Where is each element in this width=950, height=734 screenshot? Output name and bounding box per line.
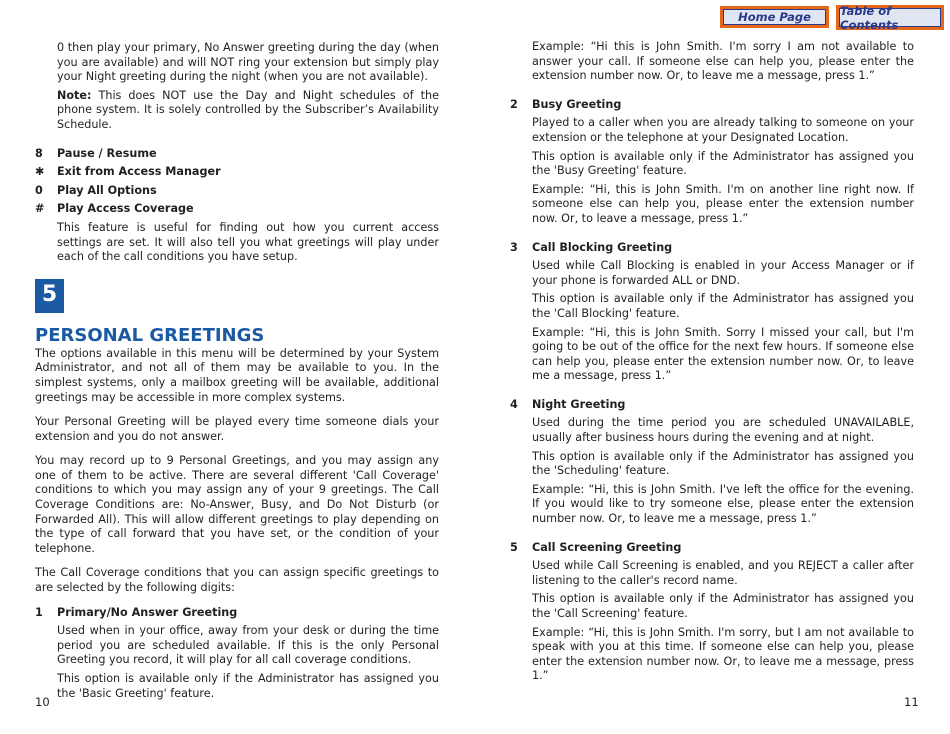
body-paragraph: The options available in this menu will be determined by your System Administrator, and not all of them may be available to you. In the simplest systems, only a mailbox greeting will be available, additional greetings may be accessible in more complex systems.	[35, 346, 439, 404]
greeting-example: Example: “Hi this is John Smith. I'm sorry I am not available to answer your call. If someone else can help you, please enter the extension number now. Or, to leave me a message, press 1.”	[532, 40, 914, 83]
greeting-heading	[510, 98, 914, 113]
greeting-option-note: This option is available only if the Administrator has assigned you the 'Call Screening' feature.	[532, 592, 914, 620]
greeting-option-note: This option is available only if the Administrator has assigned you the 'Scheduling' feature.	[532, 449, 914, 478]
greeting-option-note: This option is available only if the Administrator has assigned you the 'Call Blocking' feature.	[532, 292, 914, 320]
greeting-example: Example: “Hi, this is John Smith. I'm sorry, but I am not available to speak with you at this time. If someone else can help you, please enter the extension number now. Or, to leave me a message, press 1.”	[532, 625, 914, 683]
greeting-number: 4	[510, 397, 518, 411]
note-label: Note:	[57, 88, 92, 102]
menu-item-pause	[35, 147, 439, 162]
left-column	[35, 41, 439, 705]
greeting-number: 3	[510, 240, 518, 254]
greeting-number: 1	[35, 605, 43, 619]
note-paragraph	[57, 89, 439, 133]
menu-item-label: Exit from Access Manager	[57, 165, 221, 179]
section-number-badge: 5	[35, 279, 64, 313]
body-paragraph: You may record up to 9 Personal Greetings, and you may assign any one of them to be active. There are several different 'Call Coverage' conditions to which you may assign any of your 9 greetings. The Call Coverage Conditions are: No-Answer, Busy, and Do Not Disturb (or Forwarded All). This will allow different greetings to play depending on the type of call forward that you have set, or the condition of your telephone.	[35, 454, 439, 555]
greeting-description: Used when in your office, away from your desk or during the time period you are scheduled available. If this is the only Personal Greeting you record, it will play for all call coverage conditions.	[57, 624, 439, 667]
menu-item-label: Play Access Coverage	[57, 202, 194, 216]
greeting-description: Used during the time period you are scheduled UNAVAILABLE, usually after business hours during the evening and at night.	[532, 416, 914, 445]
note-text: This does NOT use the Day and Night schedules of the phone system. It is solely controlled by the Subscriber’s Availability Schedule.	[57, 88, 439, 131]
menu-item-label: Play All Options	[57, 183, 157, 197]
intro-paragraph: 0 then play your primary, No Answer greeting during the day (when you are available) and will NOT ring your extension but simply play your Night greeting during the night (when you are not available).	[57, 41, 439, 84]
menu-item-label: Pause / Resume	[57, 146, 157, 160]
menu-item-play-all	[35, 184, 439, 199]
page-number: 11	[904, 695, 919, 709]
greeting-example: Example: “Hi, this is John Smith. I've left the office for the evening. If you would like to try someone else, please enter the extension number now. Or, to leave me a message, press 1.”	[532, 482, 914, 526]
greeting-example: Example: “Hi, this is John Smith. Sorry I missed your call, but I'm going to be out of the office for the next few hours. If someone else can help you, please enter the extension number now. Or, to leave me a message, press 1.”	[532, 325, 914, 383]
body-paragraph: The Call Coverage conditions that you can assign specific greetings to are selected by the following digits:	[35, 566, 439, 595]
page-number: 10	[35, 695, 50, 709]
menu-item-number: 8	[35, 146, 43, 160]
table-of-contents-button-label[interactable]: Table of Contents	[839, 8, 941, 27]
menu-item-number: #	[35, 202, 45, 216]
greeting-heading	[35, 606, 439, 621]
menu-item-number: ✱	[35, 165, 45, 179]
body-paragraph: Your Personal Greeting will be played every time someone dials your extension and you do not answer.	[35, 415, 439, 443]
greeting-label: Primary/No Answer Greeting	[57, 605, 238, 619]
greeting-description: Used while Call Blocking is enabled in your Access Manager or if your phone is forwarded ALL or DND.	[532, 259, 914, 287]
greeting-label: Busy Greeting	[532, 97, 622, 111]
greeting-label: Night Greeting	[532, 397, 626, 411]
menu-item-number: 0	[35, 183, 43, 197]
greeting-example: Example: “Hi, this is John Smith. I'm on another line right now. If someone else can help you, please enter the extension number now. Or, to leave a message, press 1.”	[532, 182, 914, 225]
greeting-description: Played to a caller when you are already talking to someone on your extension or the telephone at your Designated Location.	[532, 116, 914, 144]
greeting-label: Call Screening Greeting	[532, 540, 682, 554]
greeting-description: Used while Call Screening is enabled, and you REJECT a caller after listening to the caller's record name.	[532, 559, 914, 587]
greeting-heading	[510, 398, 914, 413]
greeting-number: 2	[510, 97, 518, 111]
greeting-option-note: This option is available only if the Administrator has assigned you the 'Basic Greeting' feature.	[57, 672, 439, 700]
access-coverage-paragraph: This feature is useful for finding out how you current access settings are set. It will also tell you what greetings will play under each of the call conditions you have setup.	[57, 220, 439, 264]
greeting-option-note: This option is available only if the Administrator has assigned you the 'Busy Greeting' feature.	[532, 149, 914, 178]
menu-item-exit	[35, 165, 439, 180]
greeting-label: Call Blocking Greeting	[532, 240, 673, 254]
greeting-heading	[510, 241, 914, 256]
section-title: PERSONAL GREETINGS	[35, 324, 265, 346]
greeting-heading	[510, 541, 914, 556]
right-page	[475, 0, 950, 734]
greeting-number: 5	[510, 540, 518, 554]
home-page-button-label[interactable]: Home Page	[723, 9, 826, 25]
right-column	[510, 40, 914, 688]
menu-item-play-access	[35, 202, 439, 217]
